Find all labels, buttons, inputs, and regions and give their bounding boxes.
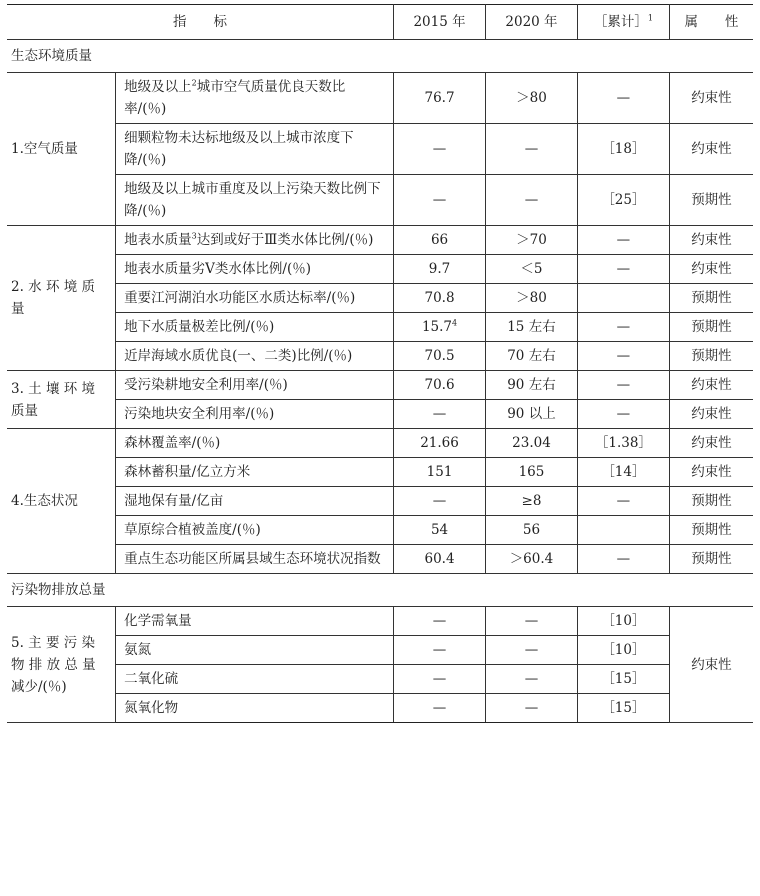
value-2020: 90 左右 [486, 371, 578, 400]
value-2020: ＞70 [486, 226, 578, 255]
value-2020: 23.04 [486, 429, 578, 458]
value-cumulative: ［10］ [577, 636, 669, 665]
group-air: 1.空气质量 [7, 73, 116, 226]
value-cumulative [577, 516, 669, 545]
indicator-name: 地下水质量极差比例/(％) [116, 313, 394, 342]
value-attribute: 预期性 [669, 284, 753, 313]
footnote-2: 2 [191, 78, 197, 88]
value-2020: ＞60.4 [486, 545, 578, 574]
value-2015: 9.7 [394, 255, 486, 284]
value-2020: — [486, 607, 578, 636]
table-row [7, 487, 753, 516]
value-2015: — [394, 487, 486, 516]
value-2015: 60.4 [394, 545, 486, 574]
value-2015: — [394, 607, 486, 636]
value-attribute: 约束性 [669, 226, 753, 255]
value-cumulative: ［10］ [577, 607, 669, 636]
value-attribute: 约束性 [669, 124, 753, 175]
value-attribute: 约束性 [669, 255, 753, 284]
indicator-name: 草原综合植被盖度/(％) [116, 516, 394, 545]
indicator-name-part: 达到或好于Ⅲ类水体比例/(％) [196, 232, 374, 248]
value-2015: — [394, 636, 486, 665]
value-2015: 70.8 [394, 284, 486, 313]
value-2015: — [394, 175, 486, 226]
value-2020: — [486, 665, 578, 694]
table-row [7, 636, 753, 665]
value-2020: ＞80 [486, 73, 578, 124]
value-2015: 54 [394, 516, 486, 545]
indicator-name: 重点生态功能区所属县域生态环境状况指数 [116, 545, 394, 574]
value-cumulative: — [577, 545, 669, 574]
value-2015: 70.5 [394, 342, 486, 371]
indicator-name: 化学需氧量 [116, 607, 394, 636]
table-row [7, 607, 753, 636]
indicator-name-part: 地级及以上 [124, 79, 192, 95]
group-pollutants: 5. 主 要 污 染 物 排 放 总 量 减少/(％) [7, 607, 116, 723]
value-cumulative: ［25］ [577, 175, 669, 226]
header-cumulative [577, 5, 669, 40]
indicator-name: 地级及以上城市重度及以上污染天数比例下降/(％) [116, 175, 394, 226]
value-2015: 21.66 [394, 429, 486, 458]
footnote-4: 4 [452, 318, 458, 328]
value-2015: — [394, 694, 486, 723]
value-attribute: 预期性 [669, 175, 753, 226]
table-row [7, 694, 753, 723]
value-cumulative: ［15］ [577, 665, 669, 694]
indicator-name: 氮氧化物 [116, 694, 394, 723]
value-cumulative: ［18］ [577, 124, 669, 175]
indicator-name: 二氧化硫 [116, 665, 394, 694]
table-row [7, 400, 753, 429]
indicator-name: 受污染耕地安全利用率/(％) [116, 371, 394, 400]
value-attribute: 约束性 [669, 429, 753, 458]
value-2020: — [486, 175, 578, 226]
table-row [7, 175, 753, 226]
header-cumulative-label: ［累计］ [593, 14, 648, 30]
value-2015: 70.6 [394, 371, 486, 400]
header-row [7, 5, 753, 40]
value-2015: 66 [394, 226, 486, 255]
value-2020: ＜5 [486, 255, 578, 284]
value-2020: — [486, 694, 578, 723]
table-row [7, 255, 753, 284]
value-2015: — [394, 400, 486, 429]
indicator-name [116, 226, 394, 255]
indicator-name-part: 地表水质量 [124, 232, 192, 248]
group-ecology: 4.生态状况 [7, 429, 116, 574]
value-2015-number: 15.7 [421, 319, 453, 335]
value-2015: 76.7 [394, 73, 486, 124]
value-cumulative: — [577, 400, 669, 429]
indicator-name: 氨氮 [116, 636, 394, 665]
value-attribute: 预期性 [669, 342, 753, 371]
header-2020: 2020 年 [486, 5, 578, 40]
value-2020: ＞80 [486, 284, 578, 313]
value-cumulative: — [577, 255, 669, 284]
value-2015: 151 [394, 458, 486, 487]
value-attribute: 预期性 [669, 516, 753, 545]
table-row [7, 371, 753, 400]
table-row [7, 665, 753, 694]
indicator-name [116, 73, 394, 124]
indicator-name-part: 城市空气质量优良天数比率/(％) [124, 79, 346, 117]
value-2015: — [394, 124, 486, 175]
table-row [7, 458, 753, 487]
value-cumulative: ［15］ [577, 694, 669, 723]
value-2015: — [394, 665, 486, 694]
value-cumulative: — [577, 487, 669, 516]
value-attribute: 约束性 [669, 371, 753, 400]
group-soil: 3. 土 壤 环 境 质量 [7, 371, 116, 429]
value-attribute: 预期性 [669, 487, 753, 516]
footnote-3: 3 [191, 231, 197, 241]
indicator-name: 重要江河湖泊水功能区水质达标率/(％) [116, 284, 394, 313]
value-2020: 56 [486, 516, 578, 545]
section-pollutant: 污染物排放总量 [7, 574, 753, 607]
table-row [7, 313, 753, 342]
value-2020: ≥8 [486, 487, 578, 516]
section-row [7, 40, 753, 73]
value-2020: — [486, 636, 578, 665]
value-2015 [394, 313, 486, 342]
value-2020: 70 左右 [486, 342, 578, 371]
indicator-table [7, 4, 753, 723]
value-attribute: 约束性 [669, 458, 753, 487]
value-cumulative: ［1.38］ [577, 429, 669, 458]
header-2015: 2015 年 [394, 5, 486, 40]
value-attribute: 约束性 [669, 400, 753, 429]
value-2020: 90 以上 [486, 400, 578, 429]
header-indicator: 指 标 [7, 5, 394, 40]
table-row [7, 342, 753, 371]
group-water: 2. 水 环 境 质量 [7, 226, 116, 371]
indicator-name: 湿地保有量/亿亩 [116, 487, 394, 516]
indicator-name: 近岸海域水质优良(一、二类)比例/(％) [116, 342, 394, 371]
table-row [7, 545, 753, 574]
value-attribute: 约束性 [669, 607, 753, 723]
table-row [7, 124, 753, 175]
section-eco-env: 生态环境质量 [7, 40, 753, 73]
value-attribute: 约束性 [669, 73, 753, 124]
footnote-1: 1 [647, 13, 653, 23]
value-cumulative: — [577, 371, 669, 400]
table-row [7, 516, 753, 545]
value-cumulative [577, 284, 669, 313]
indicator-name: 细颗粒物未达标地级及以上城市浓度下降/(％) [116, 124, 394, 175]
table-row [7, 284, 753, 313]
value-2020: — [486, 124, 578, 175]
value-cumulative: — [577, 226, 669, 255]
value-attribute: 预期性 [669, 313, 753, 342]
value-cumulative: — [577, 342, 669, 371]
table-row [7, 226, 753, 255]
indicator-name: 地表水质量劣Ⅴ类水体比例/(％) [116, 255, 394, 284]
value-cumulative: ［14］ [577, 458, 669, 487]
section-row [7, 574, 753, 607]
indicator-name: 森林覆盖率/(％) [116, 429, 394, 458]
value-2020: 165 [486, 458, 578, 487]
header-attribute: 属 性 [669, 5, 753, 40]
table-row [7, 73, 753, 124]
value-attribute: 预期性 [669, 545, 753, 574]
value-cumulative: — [577, 73, 669, 124]
indicator-name: 森林蓄积量/亿立方米 [116, 458, 394, 487]
indicator-name: 污染地块安全利用率/(％) [116, 400, 394, 429]
value-cumulative: — [577, 313, 669, 342]
value-2020: 15 左右 [486, 313, 578, 342]
table-row [7, 429, 753, 458]
